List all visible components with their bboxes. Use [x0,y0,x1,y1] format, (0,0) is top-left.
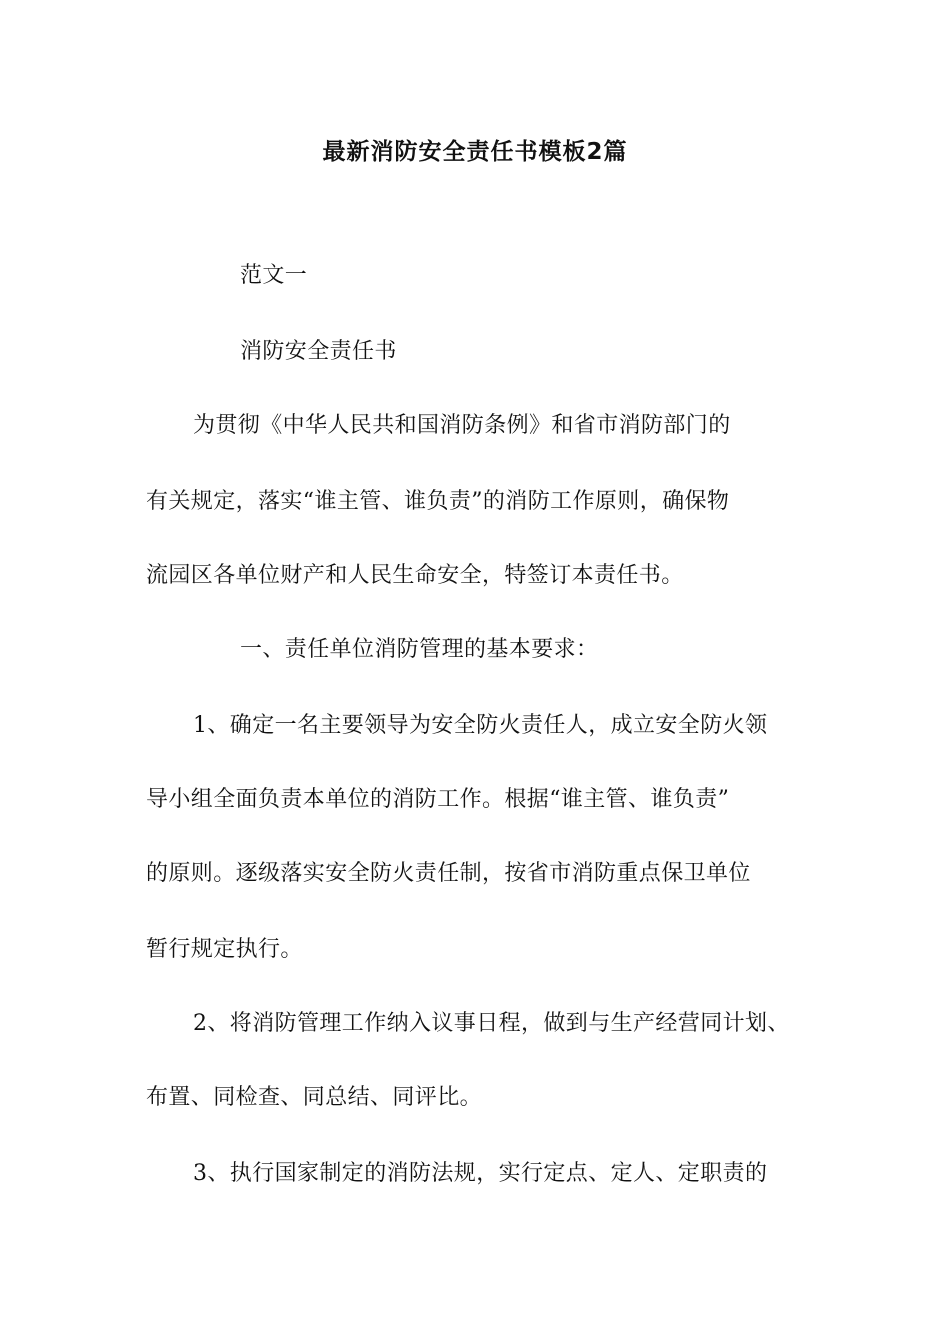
document-title: 最新消防安全责任书模板2篇 [322,139,628,165]
paragraph-line: 的原则。逐级落实安全防火责任制，按省市消防重点保卫单位 [146,861,751,886]
paragraph-line: 有关规定，落实“谁主管、谁负责”的消防工作原则，确保物 [146,489,730,514]
paragraph-line: 为贯彻《中华人民共和国消防条例》和省市消防部门的 [193,413,731,438]
subheading: 消防安全责任书 [240,339,397,364]
section-label: 范文一 [240,263,308,288]
section-heading: 一、责任单位消防管理的基本要求： [240,637,599,662]
paragraph-line: 暂行规定执行。 [146,937,303,962]
paragraph-line: 导小组全面负责本单位的消防工作。根据“谁主管、谁负责” [146,787,730,812]
paragraph-line: 布置、同检查、同总结、同评比。 [146,1085,483,1110]
paragraph-line: 2、将消防管理工作纳入议事日程，做到与生产经营同计划、 [193,1011,790,1036]
paragraph-line: 1、确定一名主要领导为安全防火责任人，成立安全防火领 [193,713,768,738]
paragraph-line: 流园区各单位财产和人民生命安全，特签订本责任书。 [146,563,684,588]
paragraph-line: 3、执行国家制定的消防法规，实行定点、定人、定职责的 [193,1161,768,1186]
